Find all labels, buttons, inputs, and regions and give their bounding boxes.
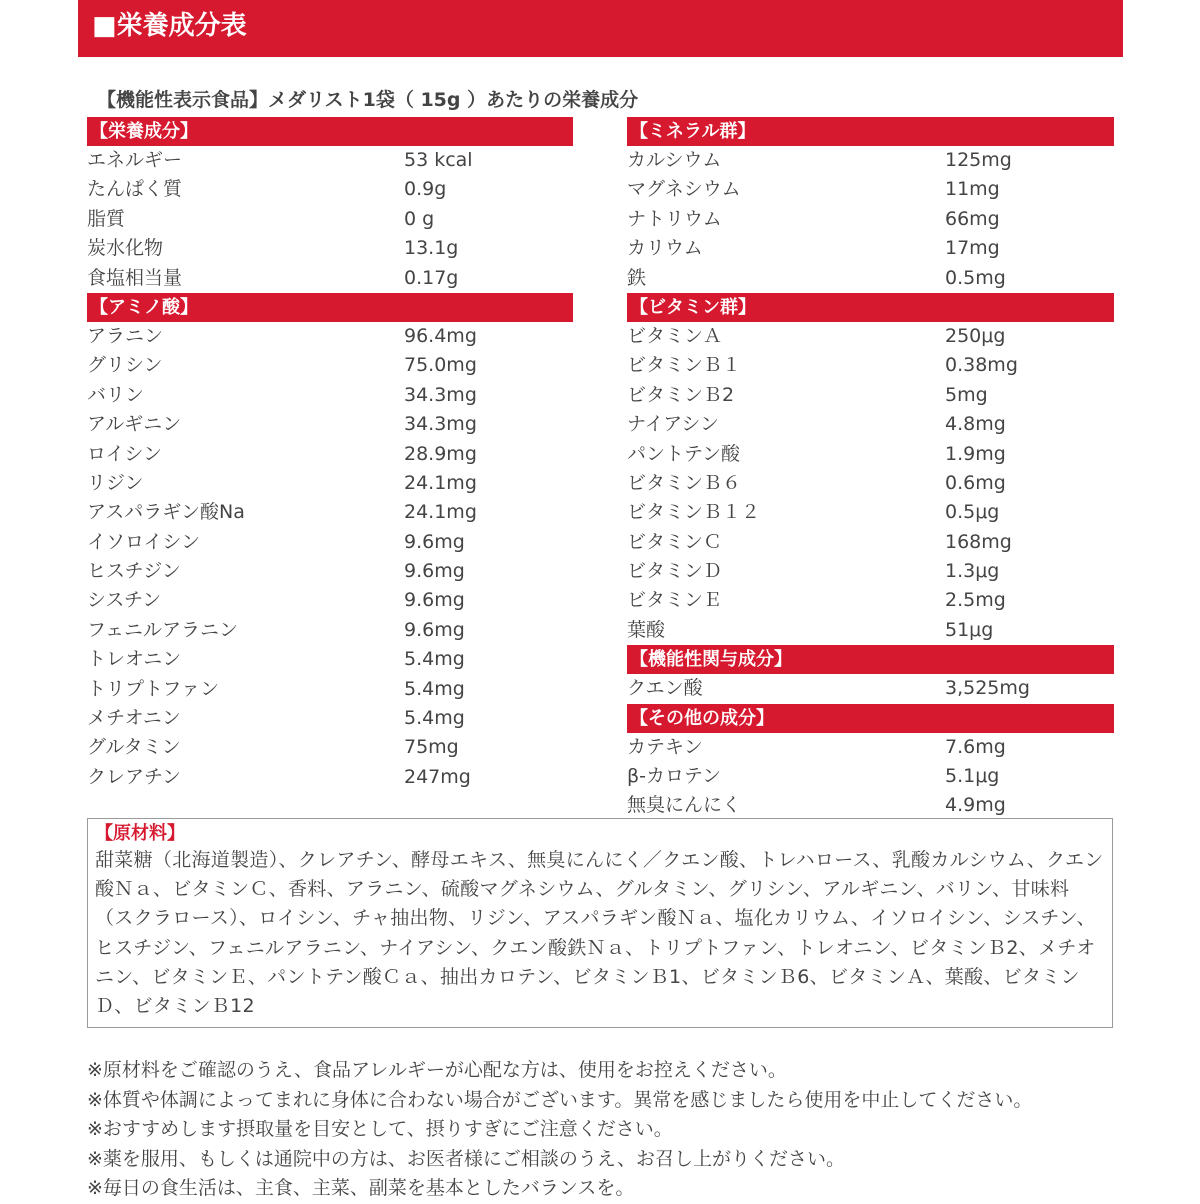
caution-note: ※薬を服用、もしくは通院中の方は、お医者様にご相談のうえ、お召し上がりください。 xyxy=(87,1147,846,1170)
nutrient-value: 17mg xyxy=(945,237,1000,260)
nutrient-name: エネルギー xyxy=(87,149,183,171)
nutrient-row xyxy=(87,645,573,674)
nutrient-value: 5.1μg xyxy=(945,765,1000,788)
nutrient-value: 96.4mg xyxy=(404,324,477,347)
section-header: 【ミネラル群】 xyxy=(627,117,1114,146)
page-title-banner xyxy=(78,0,1123,57)
nutrient-name: パントテン酸 xyxy=(627,442,741,465)
caution-note: ※原材料をご確認のうえ、食品アレルギーが心配な方は、使用をお控えください。 xyxy=(87,1059,787,1081)
nutrient-name: ビタミンＡ xyxy=(627,324,723,347)
product-subtitle: 【機能性表示食品】メダリスト1袋（ 15g ）あたりの栄養成分 xyxy=(97,89,639,111)
nutrient-name: クエン酸 xyxy=(627,677,703,700)
caution-note: ※おすすめします摂取量を目安として、摂りすぎにご注意ください。 xyxy=(87,1118,673,1140)
nutrient-row xyxy=(87,234,573,263)
ingredients-box xyxy=(87,818,1113,1028)
nutrient-name: 鉄 xyxy=(627,266,647,289)
nutrient-row xyxy=(627,528,1114,557)
nutrient-name: ビタミンＢ１ xyxy=(627,354,742,377)
nutrient-name: ヒスチジン xyxy=(87,560,181,583)
nutrient-value: 247mg xyxy=(404,765,471,788)
nutrient-value: 34.3mg xyxy=(404,413,477,436)
nutrient-row xyxy=(87,440,573,469)
nutrient-row xyxy=(87,763,573,792)
section-header: 【アミノ酸】 xyxy=(87,293,573,322)
nutrient-row xyxy=(627,205,1114,234)
nutrient-value: 0 g xyxy=(404,207,435,230)
nutrient-value: 13.1g xyxy=(404,237,459,260)
nutrient-value: 7.6mg xyxy=(945,735,1006,758)
nutrient-name: バリン xyxy=(87,383,145,406)
section-header: 【その他の成分】 xyxy=(627,704,1114,733)
nutrient-row xyxy=(87,351,573,380)
nutrient-value: 3,525mg xyxy=(945,677,1030,700)
page-title: ■栄養成分表 xyxy=(92,11,247,41)
nutrient-name: トリプトファン xyxy=(87,677,220,700)
nutrient-name: β-カロテン xyxy=(627,765,722,788)
nutrient-name: ナイアシン xyxy=(627,413,719,436)
nutrient-name: ビタミンＢ2 xyxy=(627,383,735,406)
nutrient-row xyxy=(627,440,1114,469)
nutrient-row xyxy=(87,205,573,234)
nutrient-row xyxy=(627,322,1114,351)
nutrient-value: 2.5mg xyxy=(945,589,1006,612)
nutrient-name: アルギニン xyxy=(87,413,182,436)
nutrient-row xyxy=(87,528,573,557)
nutrient-name: カリウム xyxy=(627,237,703,260)
nutrient-name: ビタミンＢ１２ xyxy=(627,501,761,524)
nutrient-value: 28.9mg xyxy=(404,442,477,465)
nutrient-name: クレアチン xyxy=(87,765,182,788)
ingredients-text: 甜菜糖（北海道製造）、クレアチン、酵母エキス、無臭にんにく／クエン酸、トレハロース、乳酸カルシウム、クエン酸Ｎａ、ビタミンＣ、香料、アラニン、硫酸マグネシウム、グルタミン、グリシン、アルギニン、バリン、甘味料（スクラロース）、ロイシン、チャ抽出物、リジン、アスパラギン酸Ｎａ、塩化カリウム、イソロイシン、シスチン、ヒスチジン、フェニルアラニン、ナイアシン、クエン酸鉄Ｎａ、トリプトファン、トレオニン、ビタミンＢ2、メチオニン、ビタミンＥ、パントテン酸Ｃａ、抽出カロテン、ビタミンＢ1、ビタミンＢ6、ビタミンＡ、葉酸、ビタミンＤ、ビタミンＢ12 xyxy=(95,849,1104,1018)
nutrient-row xyxy=(627,762,1114,791)
nutrient-name: シスチン xyxy=(87,589,162,612)
nutrient-name: グルタミン xyxy=(87,736,181,759)
nutrient-name: ロイシン xyxy=(87,442,162,465)
nutrient-value: 0.5μg xyxy=(945,501,1000,524)
nutrient-row xyxy=(627,469,1114,498)
nutrient-name: カルシウム xyxy=(627,149,722,171)
nutrient-row xyxy=(627,791,1114,820)
nutrient-row xyxy=(627,557,1114,586)
nutrient-name: フェニルアラニン xyxy=(87,618,239,641)
nutrient-name: カテキン xyxy=(627,735,703,758)
nutrient-name: トレオニン xyxy=(87,648,182,671)
nutrient-row xyxy=(87,146,573,175)
nutrient-row xyxy=(87,704,573,733)
nutrient-value: 9.6mg xyxy=(404,618,465,641)
nutrient-row xyxy=(87,381,573,410)
nutrient-row xyxy=(627,264,1114,293)
nutrient-name: 食塩相当量 xyxy=(87,266,183,289)
nutrient-value: 9.6mg xyxy=(404,530,465,553)
nutrient-row xyxy=(627,381,1114,410)
nutrient-value: 9.6mg xyxy=(404,589,465,612)
nutrient-value: 24.1mg xyxy=(404,471,477,494)
nutrient-value: 75mg xyxy=(404,736,459,759)
nutrient-row xyxy=(627,586,1114,615)
nutrient-value: 66mg xyxy=(945,207,1000,230)
nutrient-value: 34.3mg xyxy=(404,383,477,406)
nutrient-name: イソロイシン xyxy=(87,530,200,553)
nutrient-name: 無臭にんにく xyxy=(627,794,742,817)
nutrient-row xyxy=(87,410,573,439)
ingredients-heading: 【原材料】 xyxy=(95,823,185,844)
caution-note: ※毎日の食生活は、主食、主菜、副菜を基本としたバランスを。 xyxy=(87,1177,635,1199)
nutrient-row xyxy=(627,498,1114,527)
nutrient-row xyxy=(87,498,573,527)
nutrient-value: 51μg xyxy=(945,618,994,641)
nutrient-row xyxy=(627,234,1114,263)
section-header: 【栄養成分】 xyxy=(87,117,573,146)
nutrient-value: 168mg xyxy=(945,530,1012,553)
nutrient-value: 0.6mg xyxy=(945,471,1006,494)
nutrient-name: リジン xyxy=(87,471,144,494)
nutrient-name: アラニン xyxy=(87,324,164,347)
nutrient-name: ビタミンＤ xyxy=(627,560,723,583)
section-header: 【機能性関与成分】 xyxy=(627,645,1114,674)
nutrient-row xyxy=(627,146,1114,175)
nutrient-value: 250μg xyxy=(945,324,1006,347)
nutrient-row xyxy=(87,733,573,762)
nutrient-row xyxy=(627,410,1114,439)
nutrient-name: ビタミンＢ６ xyxy=(627,471,742,494)
nutrient-name: たんぱく質 xyxy=(87,178,183,201)
nutrient-value: 9.6mg xyxy=(404,560,465,583)
nutrient-name: 炭水化物 xyxy=(87,237,164,260)
section-header: 【ビタミン群】 xyxy=(627,293,1114,322)
nutrient-name: メチオニン xyxy=(87,707,181,730)
nutrient-value: 0.5mg xyxy=(945,266,1006,289)
nutrient-value: 125mg xyxy=(945,149,1012,171)
nutrient-row xyxy=(87,469,573,498)
nutrient-row xyxy=(87,586,573,615)
nutrient-value: 4.8mg xyxy=(945,413,1006,436)
nutrient-row xyxy=(87,675,573,704)
nutrient-name: 葉酸 xyxy=(627,618,666,641)
nutrient-row xyxy=(87,616,573,645)
nutrient-value: 0.9g xyxy=(404,178,447,201)
nutrient-value: 4.9mg xyxy=(945,794,1006,817)
right-nutrition-column xyxy=(627,117,1114,821)
nutrient-name: ビタミンＣ xyxy=(627,530,723,553)
nutrient-name: アスパラギン酸Na xyxy=(87,501,245,524)
nutrient-value: 0.38mg xyxy=(945,354,1018,377)
nutrient-value: 5.4mg xyxy=(404,648,465,671)
nutrient-value: 11mg xyxy=(945,178,1000,201)
caution-note: ※体質や体調によってまれに身体に合わない場合がございます。異常を感じましたら使用を中止してください。 xyxy=(87,1088,1033,1111)
nutrient-row xyxy=(87,175,573,204)
nutrient-name: ナトリウム xyxy=(627,207,722,230)
nutrient-row xyxy=(87,264,573,293)
nutrient-name: 脂質 xyxy=(87,207,126,230)
nutrient-value: 0.17g xyxy=(404,266,459,289)
nutrient-row xyxy=(627,175,1114,204)
nutrient-name: マグネシウム xyxy=(627,178,741,201)
nutrient-row xyxy=(87,322,573,351)
nutrient-name: ビタミンＥ xyxy=(627,589,723,612)
nutrient-row xyxy=(627,733,1114,762)
left-nutrition-column xyxy=(87,117,573,792)
nutrient-value: 24.1mg xyxy=(404,501,477,524)
nutrient-name: グリシン xyxy=(87,354,163,377)
notes-list xyxy=(87,1056,1187,1204)
nutrient-row xyxy=(627,674,1114,703)
nutrient-value: 1.9mg xyxy=(945,442,1006,465)
nutrient-row xyxy=(627,351,1114,380)
nutrient-value: 5mg xyxy=(945,383,988,406)
nutrient-value: 75.0mg xyxy=(404,354,477,377)
nutrient-value: 1.3μg xyxy=(945,560,1000,583)
nutrient-value: 5.4mg xyxy=(404,707,465,730)
nutrient-row xyxy=(87,557,573,586)
nutrient-value: 5.4mg xyxy=(404,677,465,700)
nutrient-row xyxy=(627,616,1114,645)
nutrient-value: 53 kcal xyxy=(404,149,473,171)
